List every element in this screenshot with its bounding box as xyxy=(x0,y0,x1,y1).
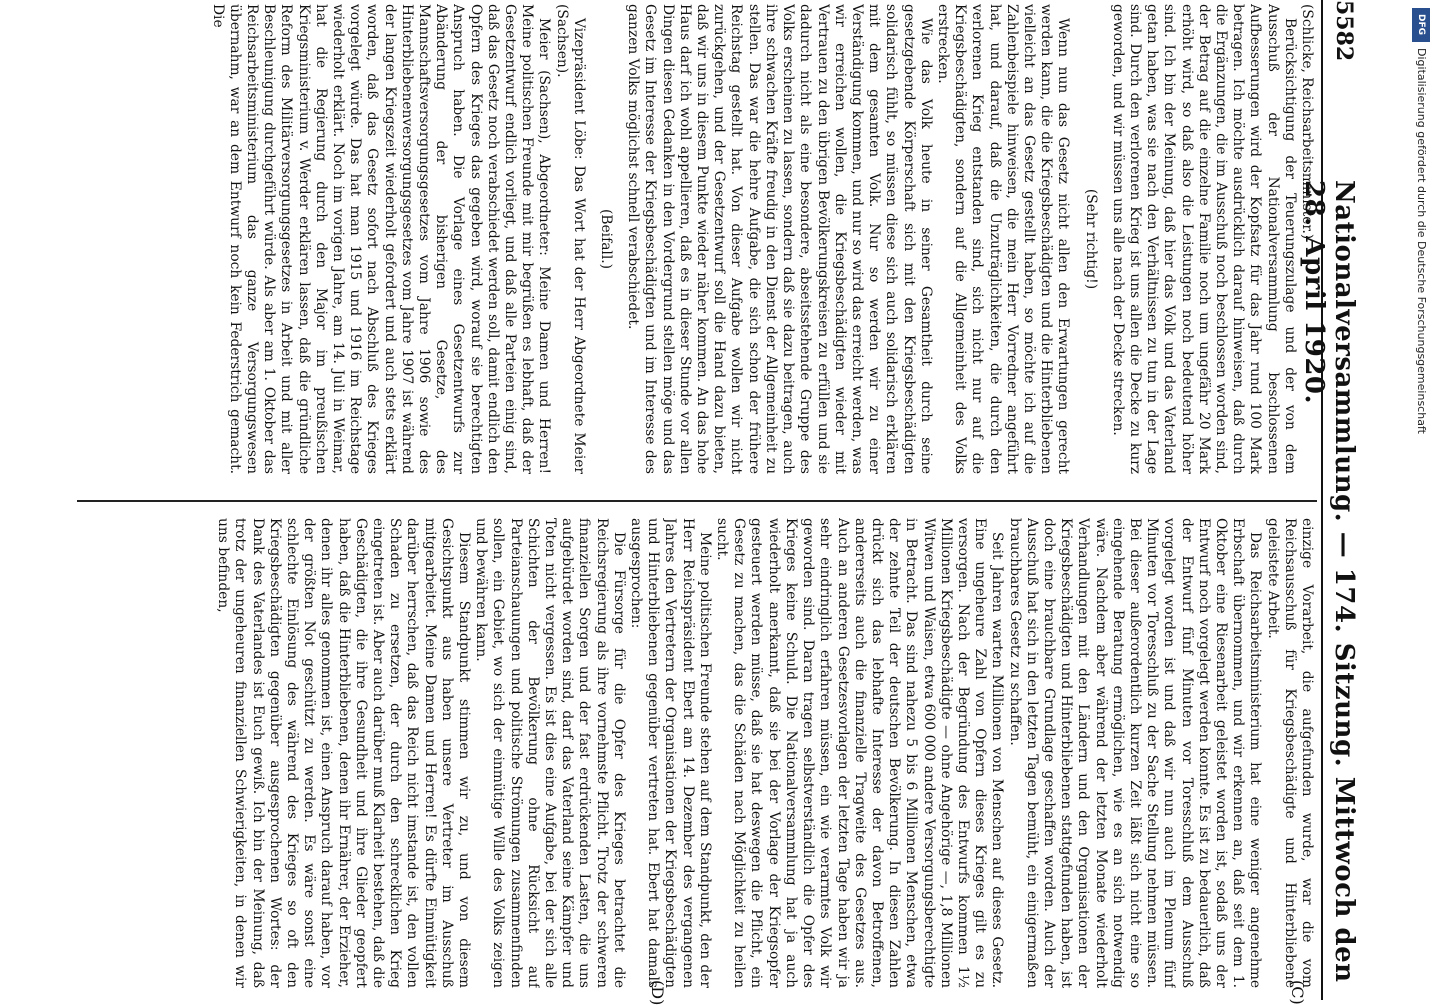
paragraph: Das Reichsarbeitsministerium hat eine weniger angenehme Erbschaft übernommen, und wir erkennen an, daß seit dem 1. Oktober eine Riesenarbeit geleistet worden ist, sodaß uns der Entwurf noch vorgelegt werden konnte. Es ist zu bedauerlich, daß der Entwurf fünf Minuten vor Toresschluß dem Ausschuß vorgelegt worden ist und daß wir nun auch im Plenum fünf Minuten vor Toresschluß zu der Sache Stellung nehmen müssen. Bei dieser außerordentlich kurzen Zeit läßt sich nicht eine so eingehende Beratung ermöglichen, wie es an sich notwendig wäre. Nachdem aber während der letzten Monate wiederholt Verhandlungen mit den Ländern und den Organisationen der Kriegsbeschädigten und Hinterbliebenen stattgefunden haben, ist doch eine brauchbare Grundlage geschaffen worden. Auch der Ausschuß hat sich in den letzten Tagen bemüht, ein einigermaßen brauchbares Gesetz zu schaffen. xyxy=(1006,518,1264,988)
speaker-label: (Schlicke, Reichsarbeitsminister.) xyxy=(1299,4,1315,240)
paragraph: Wie das Volk heute in seiner Gesamtheit durch seine gesetzgebende Körperschaft sich mit den Kriegsbeschädigten solidarisch fühlt, so müssen diese sich auch solidarisch erklären mit dem gesamten Volk. Nur so werden wir zu einer Verständigung kommen, und nur so wird das erreicht werden, was wir erreichen wollen, die Kriegsbeschädigten wieder mit Vertrauen zu den übrigen Bevölkerungskreisen zu erfüllen und sie dadurch nicht als eine besondere, abseitsstehende Gruppe des Volks erscheinen zu lassen, sondern daß sie dazu beitragen, auch ihre schwachen Kräfte freudig in den Dienst der Allgemeinheit zu stellen. Das war die hehre Aufgabe, die sich schon der frühere Reichstag gestellt hat. Von dieser Aufgabe wollen wir nicht zurückgehen, und der Gesetzentwurf soll die Hand dazu bieten, daß wir uns in diesem Punkte wieder näher kommen. An das hohe Haus darf ich wohl appellieren, daß es in dieser Stunde vor allen Dingen diesen Gedanken in den Vordergrund stellen möge und das Gesetz im Interesse der Kriegsbeschädigten und im Interesse des ganzen Volks möglichst schnell verabschiedet. xyxy=(625,4,934,474)
paragraph: Meier (Sachsen), Abgeordneter: Meine Damen und Herren! Meine politischen Freunde mit mir begrüßen es lebhaft, daß der Gesetzentwurf endlich vorliegt, und daß alle Parteien einig sind, daß das Gesetz noch verabschiedet werden soll, damit endlich den Opfern des Krieges das gegeben wird, worauf sie berechtigten Anspruch haben. Die Vorlage eines Gesetzentwurfs zur Abänderung der bisherigen Gesetze, des Mannschaftsversorgungsgesetzes vom Jahre 1906 sowie des Hinterbliebenenversorgungsgesetzes vom Jahre 1907 ist während der langen Kriegszeit wiederholt gefordert und auch stets erklärt worden, daß das Gesetz sofort nach Abschluß des Krieges vorgelegt würde. Das hat man 1915 und 1916 im Reichstage wiederholt erklärt. Noch im vorigen Jahre, am 14. Juli in Weimar, hat die Regierung durch den Major im preußischen Kriegsministerium v. Werder erklären lassen, daß die gründliche Reform des Militärversorgungsgesetzes in Arbeit und mit aller Beschleunigung durchgeführt würde. Als aber am 1. Oktober das Reichsarbeitsministerium das ganze Versorgungswesen übernahm, war an dem Entwurf noch kein Federstrich gemacht. Die xyxy=(209,4,553,474)
paragraph: Diesem Standpunkt stimmen wir zu, und von diesem Gesichtspunkt aus haben unsere Vertreter im Ausschuß mitgearbeitet. Meine Damen und Herren! Es dürfte Einmütigkeit darüber herrschen, daß das Reich nicht imstande ist, den vollen Schaden zu ersetzen, der durch den schrecklichen Krieg eingetreten ist. Aber auch darüber muß Klarheit bestehen, daß die Geschädigten, die ihre Gesundheit und ihre Glieder geopfert haben, daß die Hinterbliebenen, denen ihr Ernährer, der Erzieher, denen ihr alles genommen ist, einen Anspruch darauf haben, vor der größten Not geschützt zu werden. Es wäre sonst eine schlechte Einlösung des während des Krieges so oft den Kriegsbeschädigten gegenüber ausgesprochenen Wortes: der Dank des Vaterlandes ist Euch gewiß. Ich bin der Meinung, daß trotz der ungeheuren finanziellen Schwierigkeiten, in denen wir uns befinden, xyxy=(215,518,473,988)
paragraph: Seit Jahren warten Millionen von Menschen auf dieses Gesetz. Eine ungeheure Zahl von Opfern dieses Krieges gilt es zu versorgen. Nach der Begründung des Entwurfs kommen 1½ Millionen Kriegsbeschädigte — ohne Angehörige —, 1,8 Millionen Witwen und Waisen, etwa 600 000 andere Versorgungsberechtigte in Betracht. Das sind nahezu 5 bis 6 Millionen Menschen, etwa der zehnte Teil der deutschen Bevölkerung. In diesen Zahlen drückt sich das lebhafte Interesse der davon Betroffenen, andererseits auch die finanzielle Tragweite des Gesetzes aus. Auch an anderen Gesetzesvorlagen der letzten Tage haben wir ja sehr eindringlich erfahren müssen, ein wie verarmtes Volk wir geworden sind. Daran tragen selbstverständlich die Opfer des Krieges keine Schuld. Die Nationalversammlung hat ja auch wiederholt anerkannt, daß sie bei der Vorlage der Kriegsopfer gesteuert werden müsse, daß sie hat deswegen die Pflicht, ein Gesetz zu machen, das die Schäden nach Möglichkeit zu heilen sucht. xyxy=(714,518,1006,988)
right-column xyxy=(75,518,1315,988)
paragraph: einzige Vorarbeit, die aufgefunden wurde, war die vom Reichsausschuß für Kriegsbeschädigte und Hinterbliebene geleistete Arbeit. xyxy=(1264,518,1315,988)
rotated-page-content xyxy=(67,0,1367,1005)
paragraph: Meine politischen Freunde stehen auf dem Standpunkt, den der Herr Reichspräsident Ebert am 14. Dezember des vergangenen Jahres den Vertretern der Organisationen der Kriegsbeschädigten und Hinterbliebenen gegenüber vertreten hat. Ebert hat damals ausgesprochen: xyxy=(628,518,713,988)
page-number: 5582 xyxy=(1331,0,1357,62)
interjection: (Beifall.) xyxy=(598,208,615,270)
margin-mark-c: (C) xyxy=(1288,980,1307,1005)
credit-text: Digitalisierung gefördert durch die Deutsche Forschungsgemeinschaft xyxy=(1415,48,1428,434)
margin-mark-d: (D) xyxy=(648,980,667,1005)
left-column xyxy=(75,4,1315,474)
interjection: (Sehr richtig!) xyxy=(1082,188,1099,290)
dfg-logo: DFG xyxy=(1412,8,1430,42)
paragraph: Wenn nun das Gesetz nicht allen den Erwartungen gerecht werden kann, die die Kriegsbeschädigten und die Hinterbliebenen vielleicht an das Gesetz gestellt haben, so möchte ich auf die Zahlenbeispiele hinweisen, die mein Herr Vorredner angeführt hat, und darauf, daß die Unzuträglichkeiten, die durch den verlorenen Krieg entstanden sind, sich nicht nur auf die Kriegsbeschädigten, sondern auf die Allgemeinheit des Volks erstrecken. xyxy=(934,4,1072,474)
page-title: Nationalversammlung. — 174. Sitzung. Mittwoch den 28. April 1920. xyxy=(1299,180,1359,983)
quotation: Die Fürsorge für die Opfer des Krieges betrachtet die Reichsregierung als ihre vornehmste Pflicht. Trotz der schweren finanziellen Sorgen und der fast erdrückenden Lasten, die uns aufgebürdet worden sind, darf das Vaterland seine Kämpfer und Toten nicht vergessen. Es ist dies eine Aufgabe, bei der sich alle Schichten der Bevölkerung ohne Rücksicht auf Parteianschauungen und politische Strömungen zusammenfinden sollen, ein Gebiet, wo sich der einmütige Wille des Volks zeigen und bewähren kann. xyxy=(473,518,627,988)
paragraph: Vizepräsident Löbe: Das Wort hat der Herr Abgeordnete Meier (Sachsen). xyxy=(553,4,587,474)
digitization-credit xyxy=(1412,8,1430,992)
column-separator xyxy=(77,500,1317,502)
paragraph: Berücksichtigung der Teuerungszulage und der von dem Ausschuß der Nationalversammlung beschlossenen Aufbesserungen wird der Kopfsatz für das Jahr rund 100 Mark betragen. Ich möchte ausdrücklich darauf hinweisen, daß durch die Ergänzungen, die im Ausschuß noch beschlossen worden sind, der Betrag auf die einzelne Familie noch um ungefähr 20 Mark erhöht wird, so daß also die Leistungen noch bedeutend höher sind. Ich bin der Meinung, daß hier das Volk und das Vaterland getan haben, was sie nach den Verhältnissen zu tun in der Lage sind. Durch den verlorenen Krieg ist uns allen die Decke zu kurz geworden, und wir müssen uns alle nach der Decke strecken. xyxy=(1109,4,1298,474)
